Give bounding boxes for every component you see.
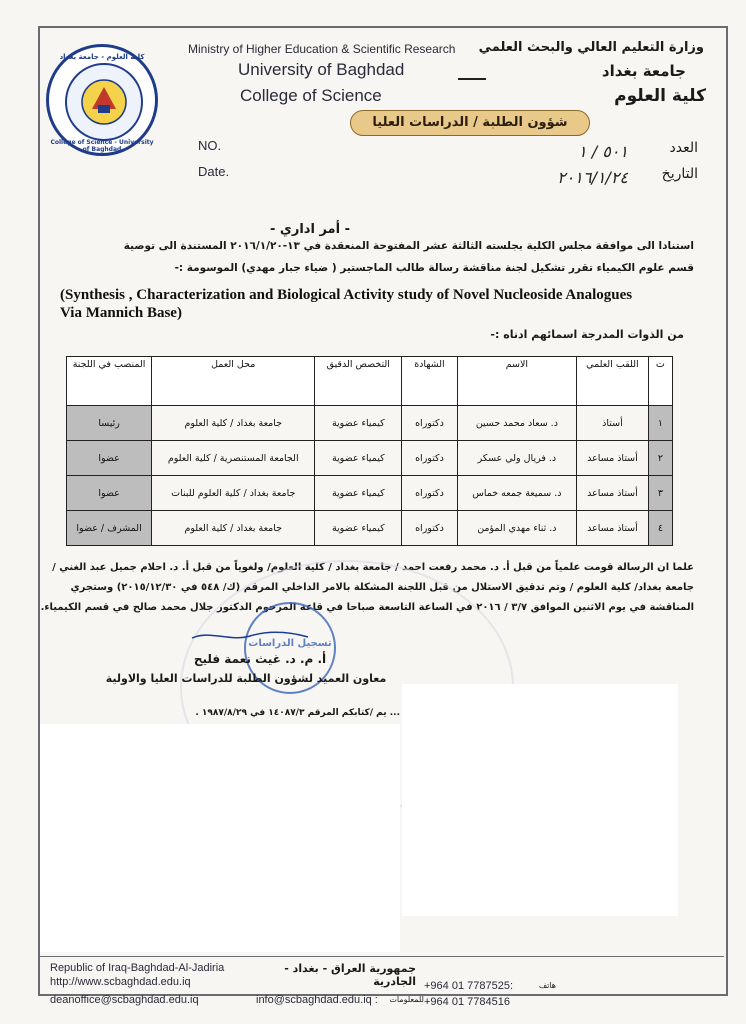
row-role: المشرف / عضوا <box>67 511 152 546</box>
row-specialization: كيمياء عضوية <box>315 511 402 546</box>
notes-line-1: علما ان الرسالة قومت علمياً من قبل أ. د. محمد رفعت احمد / جامعة بغداد / كلية العلوم/ ولغوياً من قبل أ. د. احلام جميل عبد الغني / <box>52 562 694 573</box>
date-value-handwritten: ٢٠١٦/١/٢٤ <box>557 168 628 187</box>
footer-phone-1: +964 01 7787525: <box>424 980 514 992</box>
footer-divider <box>40 956 724 957</box>
header-academic-title: اللقب العلمي <box>577 357 649 406</box>
table-row <box>67 406 673 441</box>
thesis-title-line-2: Via Mannich Base) <box>60 305 182 321</box>
header-specialization: التخصص الدقيق <box>315 357 402 406</box>
order-title: - أمر اداري - <box>270 222 350 237</box>
row-index: ٤ <box>648 511 672 546</box>
row-index: ٢ <box>648 441 672 476</box>
header-committee-role: المنصب في اللجنة <box>67 357 152 406</box>
stamp-label: تسجيل الدراسات <box>248 638 332 649</box>
table-row <box>67 476 673 511</box>
table-row <box>67 441 673 476</box>
row-academic-title: أستاذ مساعد <box>577 511 649 546</box>
notes-line-3: المناقشة في يوم الاثنين الموافق ٣/٧ / ٢٠١٦ في الساعة التاسعة صباحا في قاعة المرحوم الدكتور جلال محمد صالح في قسم الكيمياء. <box>40 602 694 613</box>
footer-info-label: للمعلومات <box>389 995 424 1004</box>
row-name: د. فريال ولي عسكر <box>457 441 576 476</box>
header-index: ت <box>648 357 672 406</box>
header-divider <box>458 78 486 80</box>
row-role: عضوا <box>67 441 152 476</box>
header-workplace: محل العمل <box>152 357 315 406</box>
signatory-name: أ. م. د. غيث نعمة فليح <box>193 652 327 666</box>
row-index: ١ <box>648 406 672 441</box>
row-workplace: الجامعة المستنصرية / كلية العلوم <box>152 441 315 476</box>
row-degree: دكتوراه <box>402 441 457 476</box>
paragraph-line-2: قسم علوم الكيمياء تقرر تشكيل لجنة مناقشة رسالة طالب الماجستير ( ضياء جبار مهدي) الموسومة :- <box>174 262 694 274</box>
seal-text-english: College of Science - University of Baghdad <box>50 139 154 153</box>
date-label-ar: التاريخ <box>661 166 698 182</box>
row-degree: دكتوراه <box>402 476 457 511</box>
row-index: ٣ <box>648 476 672 511</box>
row-workplace: جامعة بغداد / كلية العلوم <box>152 511 315 546</box>
row-name: د. سعاد محمد حسين <box>457 406 576 441</box>
footer-info-email: info@scbaghdad.edu.iq : <box>256 994 378 1006</box>
redacted-area-right <box>402 684 678 916</box>
row-degree: دكتوراه <box>402 511 457 546</box>
footer-dean-email: deanoffice@scbaghdad.edu.iq <box>50 994 199 1006</box>
ministry-name-en: Ministry of Higher Education & Scientific Research <box>188 42 456 56</box>
university-name-en: University of Baghdad <box>238 60 405 79</box>
row-workplace: جامعة بغداد / كلية العلوم <box>152 406 315 441</box>
number-value-handwritten: ٥٠١ / ١ <box>578 142 628 161</box>
footer-website: http://www.scbaghdad.edu.iq <box>50 976 191 988</box>
signatory-title: معاون العميد لشؤون الطلبة للدراسات العليا والاولية <box>105 672 387 685</box>
row-academic-title: أستاذ مساعد <box>577 441 649 476</box>
number-label-ar: العدد <box>669 140 698 156</box>
row-specialization: كيمياء عضوية <box>315 406 402 441</box>
row-academic-title: أستاذ مساعد <box>577 476 649 511</box>
table-header-row <box>67 357 673 406</box>
ministry-name-ar: وزارة التعليم العالي والبحث العلمي <box>478 40 704 55</box>
footer-address-ar: جمهورية العراق - بغداد - الجادرية <box>284 962 416 988</box>
row-role: عضوا <box>67 476 152 511</box>
header-degree: الشهادة <box>402 357 457 406</box>
seal-emblem-icon <box>65 63 143 141</box>
college-name-en: College of Science <box>240 86 382 105</box>
university-name-ar: جامعة بغداد <box>601 62 686 80</box>
row-academic-title: أستاذ <box>577 406 649 441</box>
college-name-ar: كلية العلوم <box>614 86 706 106</box>
notes-line-2: جامعة بغداد/ كلية العلوم / وتم تدقيق الاستلال من قبل اللجنة المشكلة بالامر الداخلي المرقم (ك/ ٥٤٨ في ٢٠١٥/١٢/٣٠) وستجري <box>70 582 694 593</box>
header-name: الاسم <box>457 357 576 406</box>
footer-address-en: Republic of Iraq-Baghdad-Al-Jadiria <box>50 962 225 974</box>
number-label-en: NO. <box>198 138 222 153</box>
seal-text-arabic: كلية العلوم - جامعة بغداد <box>59 53 145 61</box>
row-specialization: كيمياء عضوية <box>315 441 402 476</box>
paragraph-line-1: استنادا الى موافقة مجلس الكلية بجلسته الثالثة عشر المفتوحة المنعقدة في ١٣-٢٠١٦/١/٢٠ المستندة الى توصية <box>123 240 694 252</box>
row-specialization: كيمياء عضوية <box>315 476 402 511</box>
committee-intro: من الذوات المدرجة اسمائهم ادناه :- <box>490 328 684 341</box>
table-row <box>67 511 673 546</box>
department-banner: شؤون الطلبة / الدراسات العليا <box>350 110 590 136</box>
footer-phone-label: هاتف <box>538 981 556 990</box>
thesis-title-line-1: (Synthesis , Characterization and Biological Activity study of Novel Nucleoside Analogues <box>60 287 633 303</box>
row-name: د. ثناء مهدي المؤمن <box>457 511 576 546</box>
handwritten-signature <box>190 628 310 644</box>
row-workplace: جامعة بغداد / كلية العلوم للبنات <box>152 476 315 511</box>
footer-phone-2: +964 01 7784516 <box>424 996 510 1008</box>
date-label-en: Date. <box>198 164 230 179</box>
committee-table <box>66 356 673 546</box>
row-degree: دكتوراه <box>402 406 457 441</box>
row-name: د. سميعة جمعه خماس <box>457 476 576 511</box>
row-role: رئيسا <box>67 406 152 441</box>
redacted-area-left <box>40 724 400 952</box>
college-seal-logo <box>46 44 158 156</box>
reference-line: ... يم /كتابكم المرقم ١٤٠٨٧/٣ في ١٩٨٧/٨/٢٩ . <box>195 708 400 718</box>
